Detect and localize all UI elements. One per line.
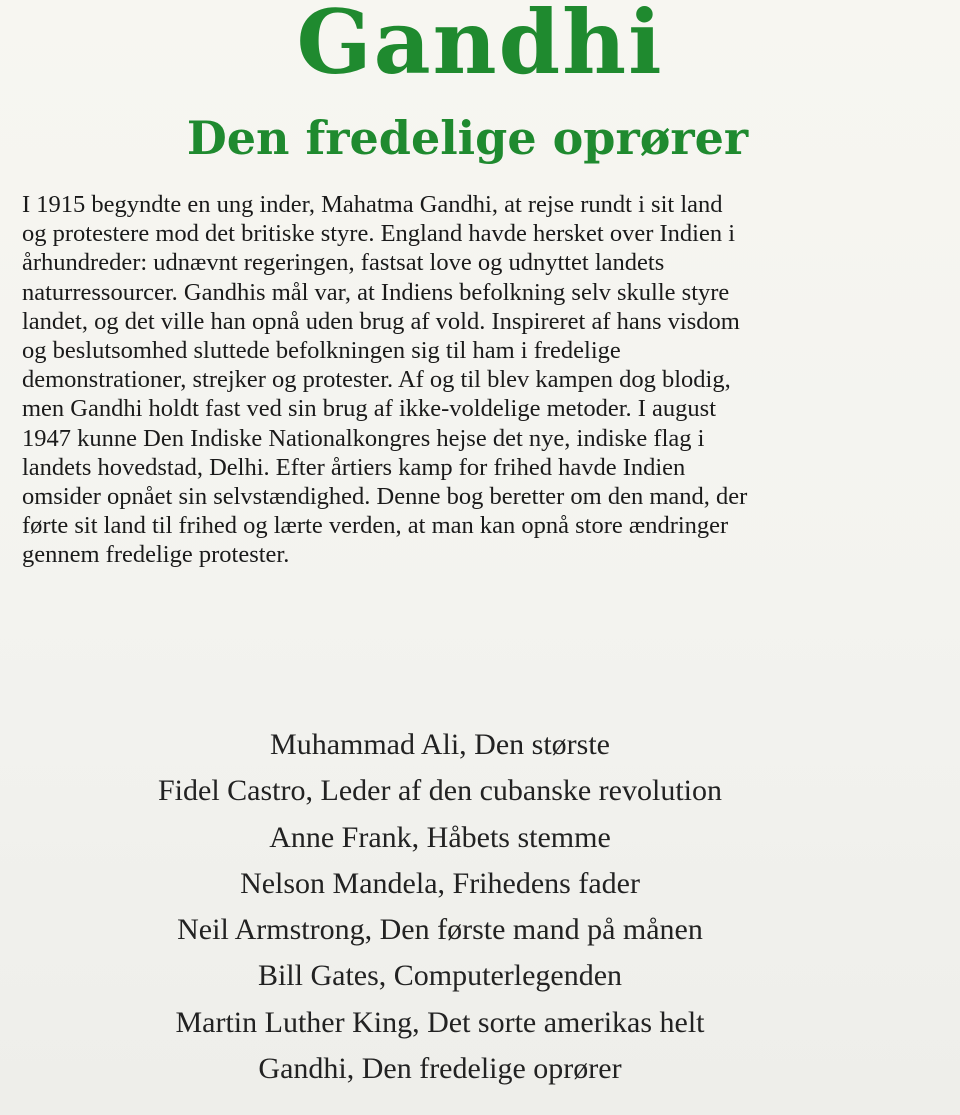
book-title: Gandhi: [296, 0, 664, 94]
blurb-line: naturressourcer. Gandhis mål var, at Indiens befolkning selv skulle styre: [22, 278, 730, 306]
series-title-item: Nelson Mandela, Frihedens fader: [240, 866, 640, 900]
series-title-item: Muhammad Ali, Den største: [270, 728, 610, 761]
blurb-line: I 1915 begyndte en ung inder, Mahatma Gandhi, at rejse rundt i sit land: [22, 191, 723, 218]
series-title-item: Martin Luther King, Det sorte amerikas helt: [175, 1005, 705, 1039]
blurb-line: og beslutsomhed sluttede befolkningen sig til ham i fredelige: [22, 337, 621, 365]
series-title-item: Gandhi, Den fredelige oprører: [258, 1052, 622, 1086]
series-title-list: [0, 722, 880, 1092]
series-title-item: Neil Armstrong, Den første mand på månen: [177, 913, 703, 947]
series-title-item: Bill Gates, Computerlegenden: [257, 959, 623, 993]
blurb-line: førte sit land til frihed og lærte verden, at man kan opnå store ændringer: [22, 512, 729, 540]
blurb-line: landet, og det ville han opnå uden brug af vold. Inspireret af hans visdom: [22, 307, 740, 335]
blurb-line: men Gandhi holdt fast ved sin brug af ikke-voldelige metoder. I august: [22, 395, 717, 423]
blurb-line: og protestere mod det britiske styre. England havde hersket over Indien i: [22, 220, 736, 248]
blurb-line: demonstrationer, strejker og protester. Af og til blev kampen dog blodig,: [22, 366, 731, 394]
blurb-line: landets hovedstad, Delhi. Efter årtiers kamp for frihed havde Indien: [22, 453, 686, 481]
blurb-line: omsider opnået sin selvstændighed. Denne bog beretter om den mand, der: [22, 483, 748, 511]
blurb-line: 1947 kunne Den Indiske Nationalkongres hejse det nye, indiske flag i: [22, 424, 705, 452]
blurb-paragraph: [22, 190, 937, 570]
blurb-line: gennem fredelige protester.: [22, 541, 290, 569]
series-title-item: Anne Frank, Håbets stemme: [269, 820, 611, 854]
series-title-item: Fidel Castro, Leder af den cubanske revolution: [158, 774, 722, 808]
book-subtitle: Den fredelige oprører: [186, 111, 749, 165]
blurb-line: århundreder: udnævnt regeringen, fastsat love og udnyttet landets: [22, 249, 665, 277]
